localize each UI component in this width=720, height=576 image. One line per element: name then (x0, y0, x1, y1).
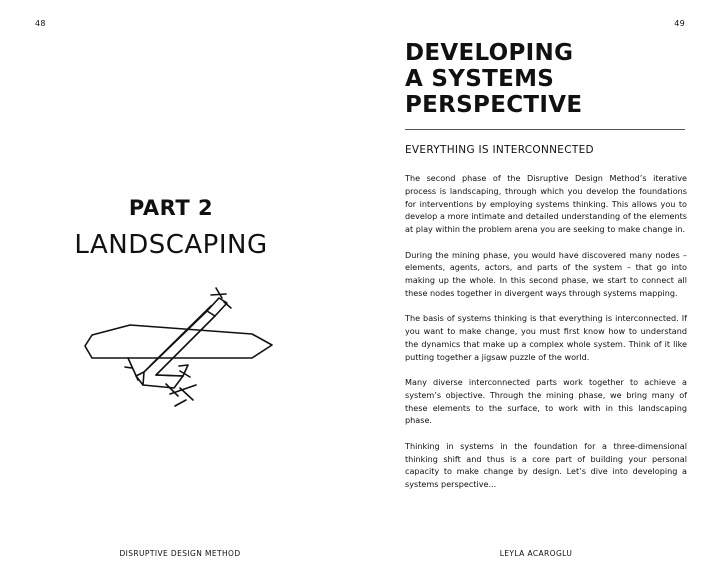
part-title: LANDSCAPING (74, 230, 268, 260)
title-line: PERSPECTIVE (405, 92, 583, 118)
divider (405, 129, 685, 130)
page-number-left: 48 (35, 19, 46, 28)
title-line: A SYSTEMS (405, 66, 555, 92)
title-line: DEVELOPING (405, 40, 574, 66)
paragraph: Many diverse interconnected parts work together to achieve a system’s objective. Through the mining phase, we bring many of these elements to the surface, to work with in this landscaping phase. (405, 377, 687, 426)
paragraph: Thinking in systems in the foundation for a three-dimensional thinking shift and thus is a core part of building your personal capacity to make change by design. Let’s dive into developing a systems perspective... (405, 440, 687, 489)
landscaping-illustration (80, 284, 280, 414)
page-number-right: 49 (674, 19, 685, 28)
right-page (360, 0, 720, 576)
footer-right: LEYLA ACAROGLU (499, 549, 573, 558)
paragraph: During the mining phase, you would have discovered many nodes – elements, agents, actors, and parts of the system – that go into making up the whole. In this second phase, we start to connect all these nodes together in divergent ways through systems mapping. (405, 249, 687, 298)
footer-left: DISRUPTIVE DESIGN METHOD (119, 549, 241, 558)
paragraph: The second phase of the Disruptive Design Method’s iterative process is landscaping, through which you develop the foundations for interventions by employing systems thinking. This allows you to develop a more intimate and detailed understanding of the elements at play within the problem arena you are seeking to make change in. (405, 173, 687, 234)
section-subheading: EVERYTHING IS INTERCONNECTED (405, 144, 594, 156)
part-label: PART 2 (128, 196, 214, 220)
chapter-title (405, 40, 582, 118)
paragraph: The basis of systems thinking is that everything is interconnected. If you want to make change, you must first know how to understand the dynamics that make up a complex whole system. Think of it like putting together a jigsaw puzzle of the world. (405, 313, 687, 362)
body-text (405, 172, 687, 504)
